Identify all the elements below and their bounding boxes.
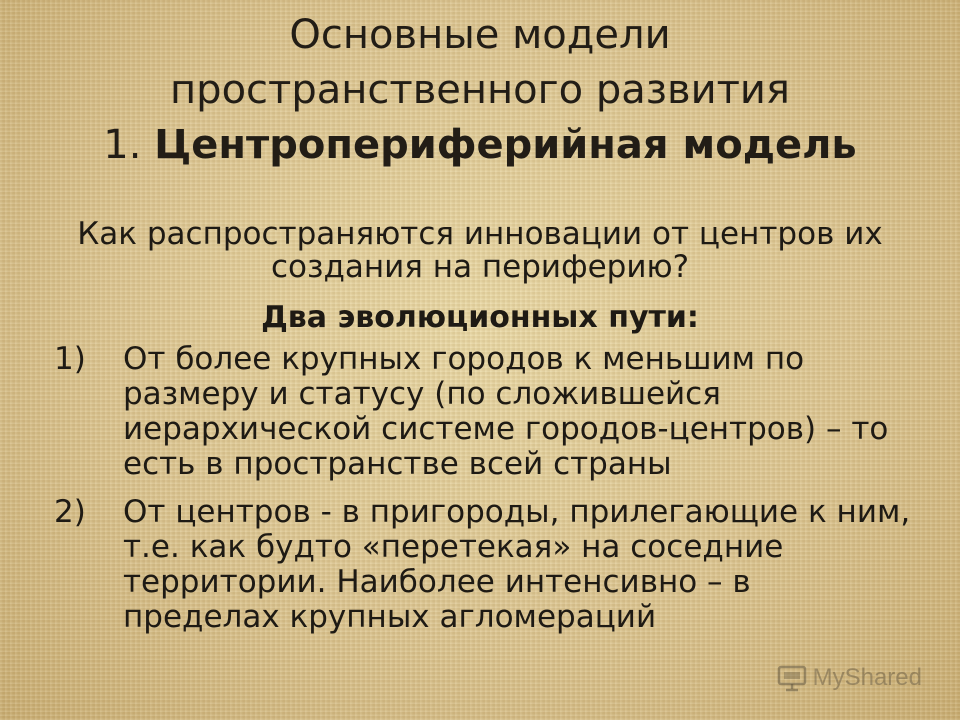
- slide-title: [0, 8, 960, 173]
- subheading: Два эволюционных пути:: [261, 300, 699, 335]
- list-item: [54, 495, 914, 635]
- list-item: [54, 342, 914, 482]
- paths-list: [54, 342, 914, 648]
- title-line-2: пространственного развития: [170, 67, 790, 113]
- watermark: [777, 664, 922, 692]
- title-number: 1.: [103, 122, 142, 168]
- title-line-3: [0, 118, 960, 173]
- list-item-number: 1): [54, 341, 86, 377]
- title-line-1: Основные модели: [289, 12, 671, 58]
- list-item-text: От более крупных городов к меньшим по размеру и статусу (по сложившейся иерархической системе городов-центров) – то есть в пространстве всей страны: [123, 341, 889, 482]
- watermark-text: MyShared: [812, 664, 922, 691]
- presentation-board-icon: [777, 664, 807, 692]
- question-text: Как распространяются инновации от центров их создания на периферию?: [77, 216, 883, 285]
- list-item-number: 2): [54, 494, 86, 530]
- title-model-name: Центропериферийная модель: [154, 122, 857, 168]
- list-item-text: От центров - в пригороды, прилегающие к ним, т.е. как будто «перетекая» на соседние территории. Наиболее интенсивно – в пределах крупных агломераций: [123, 494, 911, 635]
